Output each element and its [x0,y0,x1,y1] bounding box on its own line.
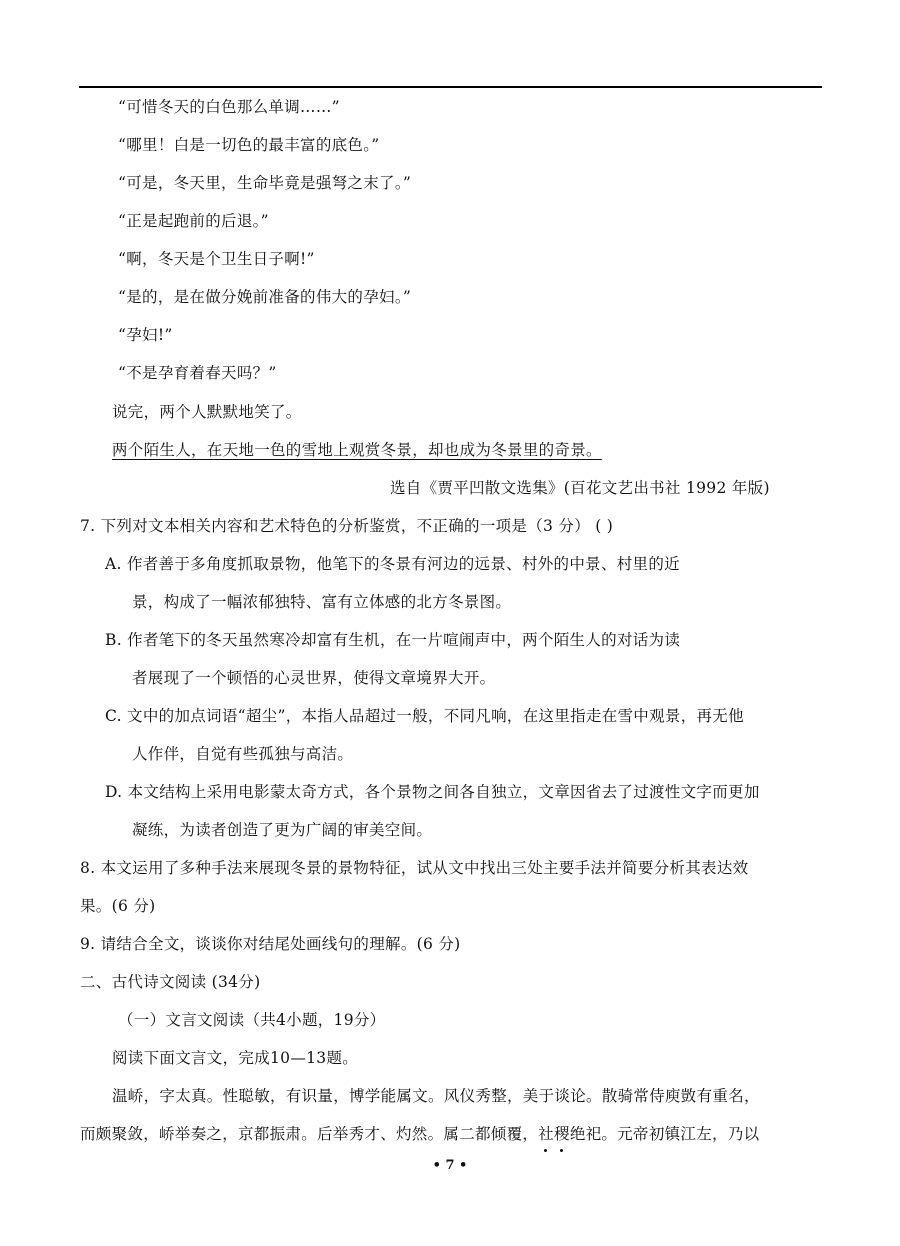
dialogue-line-7: “孕妇!” [118,326,173,344]
page-number: • 7 • [432,1158,468,1173]
dialogue-line-6: “是的，是在做分娩前准备的伟大的孕妇。” [118,288,412,306]
option-a-line-1: A. 作者善于多角度抓取景物，他笔下的冬景有河边的远景、村外的中景、村里的近 [105,555,680,573]
source-citation: 选自《贾平凹散文选集》(百花文艺出书社 1992 年版) [390,479,770,497]
option-b-line-1: B. 作者笔下的冬天虽然寒冷却富有生机，在一片喧闹声中，两个陌生人的对话为读 [105,631,681,649]
option-c-line-2: 人作伴，自觉有些孤独与高洁。 [132,745,354,763]
question-7-stem: 7. 下列对文本相关内容和艺术特色的分析鉴赏，不正确的一项是（3 分） ( ) [80,517,614,535]
dotted-term-text: 社稷 [538,1125,570,1143]
question-9: 9. 请结合全文，谈谈你对结尾处画线句的理解。(6 分) [80,935,461,953]
dialogue-line-1: “可惜冬天的白色那么单调……” [118,98,340,116]
classical-text-segment: 而颇聚敛，峤举奏之，京都振肃。后举秀才、灼然。属二都倾覆， [80,1125,539,1143]
question-8-line-2: 果。(6 分) [80,897,156,915]
reading-instruction: 阅读下面文言文，完成10—13题。 [112,1049,359,1067]
dialogue-line-5: “啊，冬天是个卫生日子啊!” [118,250,315,268]
option-b-line-2: 者展现了一个顿悟的心灵世界，使得文章境界大开。 [132,669,496,687]
section-heading: 二、古代诗文阅读 (34分) [80,973,261,991]
question-8-line-1: 8. 本文运用了多种手法来展现冬景的景物特征，试从文中找出三处主要手法并简要分析其表达效 [80,859,749,877]
narration: 说完，两个人默默地笑了。 [112,403,302,421]
emphasis-dot [560,1149,563,1152]
classical-text-line-1: 温峤，字太真。性聪敏，有识量，博学能属文。风仪秀整，美于谈论。散骑常侍庾敳有重名， [112,1087,760,1105]
dotted-term [538,1125,570,1143]
subsection-heading: （一）文言文阅读（共4小题，19分） [118,1011,386,1029]
option-a-line-2: 景，构成了一幅浓郁独特、富有立体感的北方冬景图。 [132,593,512,611]
dialogue-line-3: “可是，冬天里，生命毕竟是强弩之末了。” [118,174,412,192]
option-d-line-1: D. 本文结构上采用电影蒙太奇方式，各个景物之间各自独立，文章因省去了过渡性文字而更加 [105,783,760,801]
classical-text-segment: 绝祀。元帝初镇江左，乃以 [569,1125,760,1143]
dialogue-line-8: “不是孕育着春天吗？” [118,364,277,382]
classical-text-line-2 [80,1123,759,1145]
option-d-line-2: 凝练，为读者创造了更为广阔的审美空间。 [132,821,433,839]
emphasis-dot [544,1149,547,1152]
dialogue-line-4: “正是起跑前的后退。” [118,212,269,230]
option-c-line-1: C. 文中的加点词语“超尘”，本指人品超过一般，不同凡响，在这里指走在雪中观景，再无他 [105,707,744,725]
underlined-sentence: 两个陌生人，在天地一色的雪地上观赏冬景，却也成为冬景里的奇景。 [112,441,602,459]
dialogue-line-2: “哪里！白是一切色的最丰富的底色。” [118,136,380,154]
header-rule [79,86,822,88]
